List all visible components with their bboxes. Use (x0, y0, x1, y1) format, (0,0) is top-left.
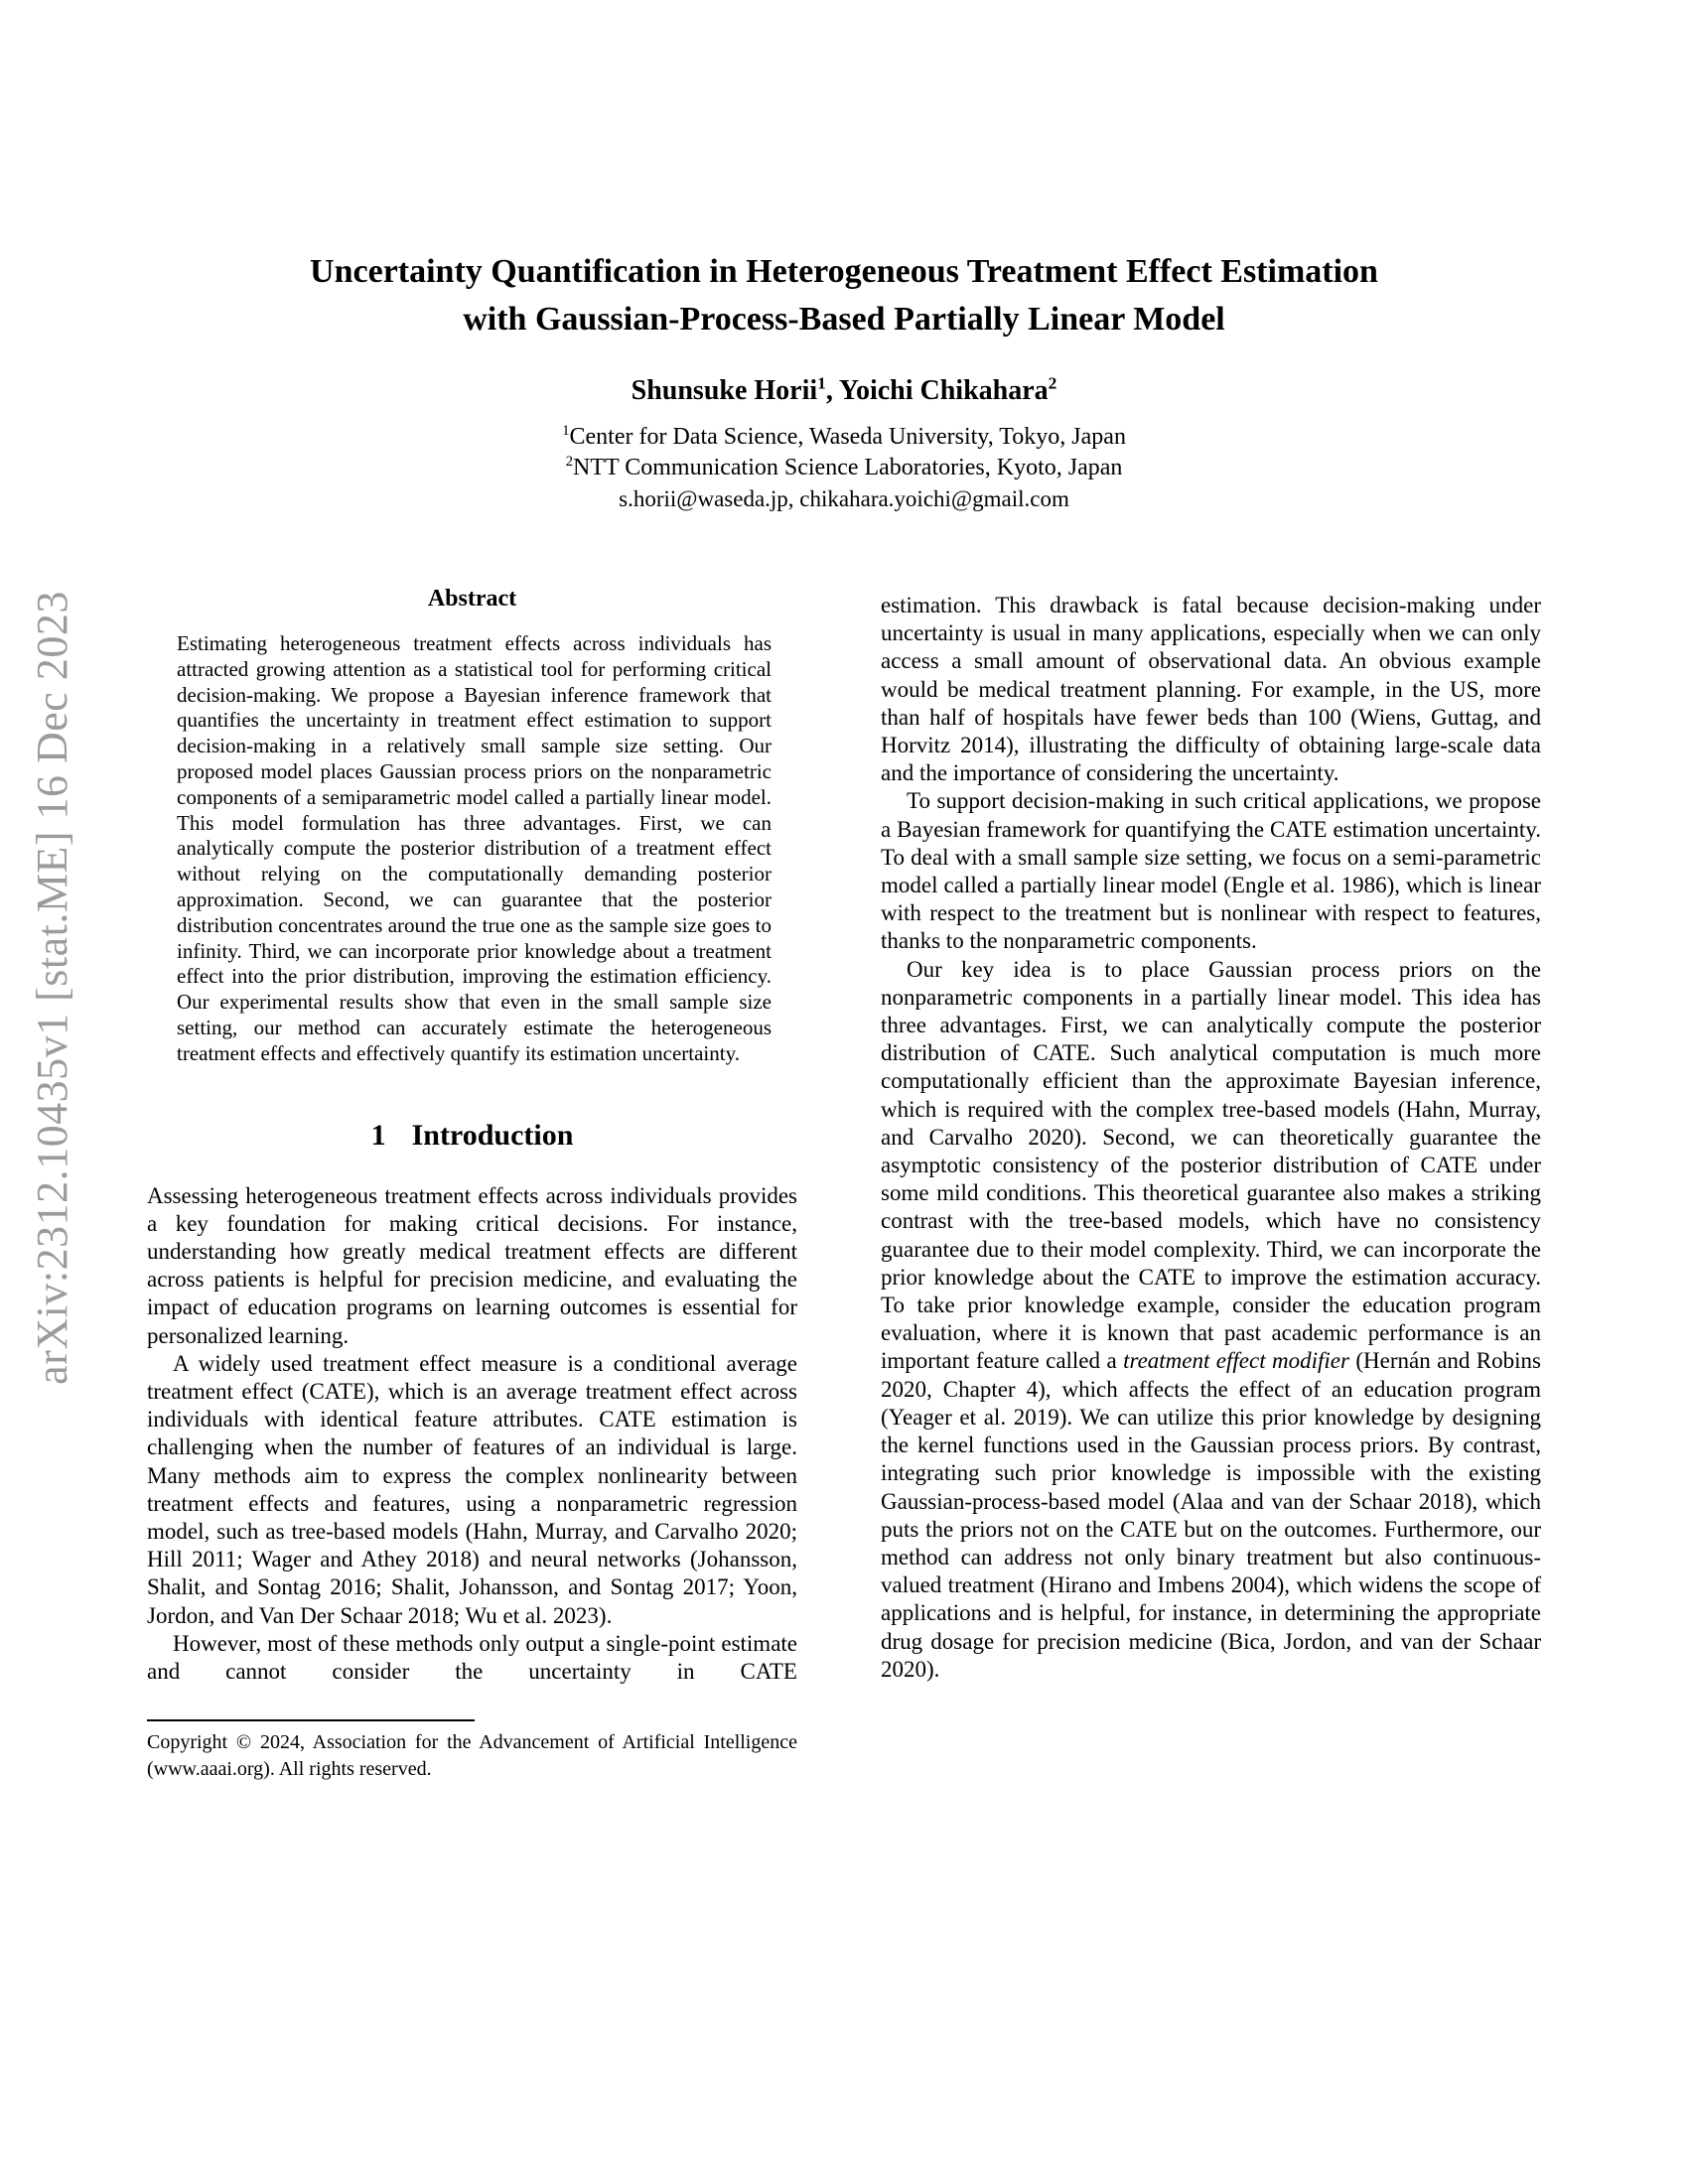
author-line (147, 373, 1541, 408)
right-paragraph-3-text: Our key idea is to place Gaussian process priors on the nonparametric components in a partially linear model. This idea has three advantages. First, we can analytically compute the posterior distribution of CATE. Such analytical computation is much more computationally efficient than the approximate Bayesian inference, which is required with the complex tree-based models (Hahn, Murray, and Carvalho 2020). Second, we can theoretically guarantee the asymptotic consistency of the posterior distribution of CATE under some mild conditions. This theoretical guarantee also makes a striking contrast with the tree-based models, which have no consistency guarantee due to their model complexity. Third, we can incorporate the prior knowledge about the CATE to improve the estimation accuracy. To take prior knowledge example, consider the education program evaluation, where it is known that past academic performance is an important feature called a (881, 956, 1541, 1374)
affiliation-mark: 1 (562, 423, 570, 439)
affiliation-mark: 2 (565, 454, 573, 470)
right-paragraph-3-text: (Hernán and Robins 2020, Chapter 4), which affects the effect of an education program (Yeager et al. 2019). We can utilize this prior knowledge by designing the kernel functions used in the Gaussian process priors. By contrast, integrating such prior knowledge is impossible with the existing Gaussian-process-based model (Alaa and van der Schaar 2018), which puts the priors not on the CATE but on the outcomes. Furthermore, our method can address not only binary treatment but also continuous-valued treatment (Hirano and Imbens 2004), which widens the scope of applications and is helpful, for instance, in determining the appropriate drug dosage for precision medicine (Bica, Jordon, and van der Schaar 2020). (881, 1348, 1541, 1682)
treatment-effect-modifier-italic: treatment effect modifier (1123, 1348, 1349, 1374)
paper-title-line1: Uncertainty Quantification in Heterogeneous Treatment Effect Estimation (310, 253, 1378, 290)
author-affiliation-mark: 2 (1048, 373, 1057, 393)
affiliation-line (147, 453, 1541, 483)
left-column (147, 584, 797, 1783)
footnote-rule (147, 1719, 475, 1721)
affiliation-text: Center for Data Science, Waseda University, Tokyo, Japan (569, 424, 1126, 450)
copyright-footnote (147, 1719, 797, 1783)
right-paragraph-1: estimation. This drawback is fatal because decision-making under uncertainty is usual in many applications, especially when we can only access a small amount of observational data. An obvious example would be medical treatment planning. For example, in the US, more than half of hospitals have fewer beds than 100 (Wiens, Guttag, and Horvitz 2014), illustrating the difficulty of obtaining large-scale data and the importance of considering the uncertainty. (881, 593, 1541, 786)
section-heading-introduction (147, 1117, 797, 1155)
right-column (881, 584, 1541, 1684)
affiliation-text: NTT Communication Science Laboratories, Kyoto, Japan (573, 455, 1123, 480)
affiliations (147, 422, 1541, 514)
intro-paragraph-1: Assessing heterogeneous treatment effects across individuals provides a key foundation for making critical decisions. For instance, understanding how greatly medical treatment effects are different across patients is helpful for precision medicine, and evaluating the impact of education programs on learning outcomes is essential for personalized learning. (147, 1182, 797, 1348)
right-paragraph-3 (881, 956, 1541, 1684)
author-name: Shunsuke Horii (631, 375, 818, 406)
right-paragraph-2: To support decision-making in such critical applications, we propose a Bayesian framework for quantifying the CATE estimation uncertainty. To deal with a small sample size setting, we focus on a semi-parametric model called a partially linear model (Engle et al. 1986), which is linear with respect to the treatment but is nonlinear with respect to features, thanks to the nonparametric components. (881, 788, 1541, 954)
intro-paragraph-3: However, most of these methods only output a single-point estimate and cannot consider the uncertainty in CATE (147, 1630, 797, 1684)
section-number: 1 (370, 1118, 386, 1152)
author-separator: , (825, 375, 839, 406)
paper-title (147, 248, 1541, 343)
affiliation-line (147, 422, 1541, 453)
paper-header (147, 0, 1541, 514)
abstract-heading: Abstract (427, 586, 517, 612)
paper-page (147, 0, 1541, 1783)
intro-paragraph-2: A widely used treatment effect measure is a conditional average treatment effect (CATE), which is an average treatment effect across individuals with identical feature attributes. CATE estimation is challenging when the number of features of an individual is large. Many methods aim to express the complex nonlinearity between treatment effects and features, using a nonparametric regression model, such as tree-based models (Hahn, Murray, and Carvalho 2020; Hill 2011; Wager and Athey 2018) and neural networks (Johansson, Shalit, and Sontag 2016; Shalit, Johansson, and Sontag 2017; Yoon, Jordon, and Van Der Schaar 2018; Wu et al. 2023). (147, 1350, 797, 1628)
author-affiliation-mark: 1 (817, 373, 826, 393)
email-line: s.horii@waseda.jp, chikahara.yoichi@gmail.com (619, 486, 1069, 511)
arxiv-watermark: arXiv:2312.10435v1 [stat.ME] 16 Dec 2023 (28, 591, 76, 1385)
section-title: Introduction (411, 1118, 574, 1152)
two-column-body (147, 584, 1541, 1783)
footnote-text: Copyright © 2024, Association for the Advancement of Artificial Intelligence (www.aaai.org). All rights reserved. (147, 1731, 797, 1781)
abstract-text: Estimating heterogeneous treatment effects across individuals has attracted growing attention as a statistical tool for performing critical decision-making. We propose a Bayesian inference framework that quantifies the uncertainty in treatment effect estimation to support decision-making in a relatively small sample size setting. Our proposed model places Gaussian process priors on the nonparametric components of a semiparametric model called a partially linear model. This model formulation has three advantages. First, we can analytically compute the posterior distribution of a treatment effect without relying on the computationally demanding posterior approximation. Second, we can guarantee that the posterior distribution concentrates around the true one as the sample size goes to infinity. Third, we can incorporate prior knowledge about a treatment effect into the prior distribution, improving the estimation efficiency. Our experimental results show that even in the small sample size setting, our method can accurately estimate the heterogeneous treatment effects and effectively quantify its estimation uncertainty. (177, 631, 772, 1065)
author-name: Yoichi Chikahara (838, 375, 1049, 406)
paper-title-line2: with Gaussian-Process-Based Partially Linear Model (463, 301, 1225, 338)
